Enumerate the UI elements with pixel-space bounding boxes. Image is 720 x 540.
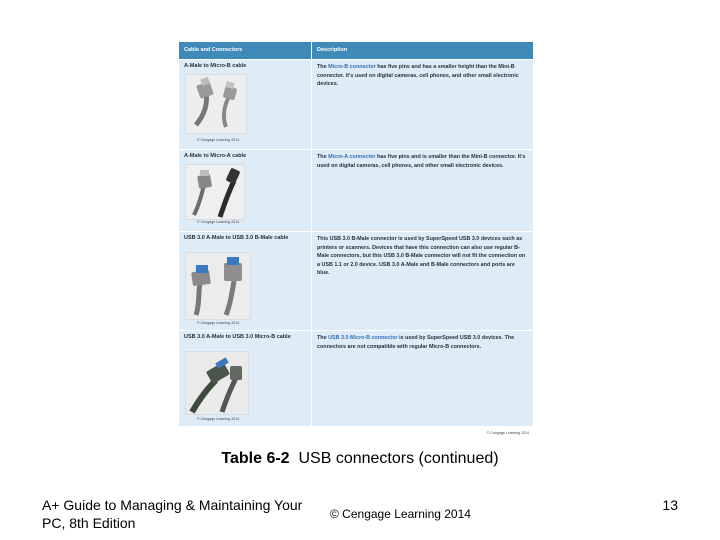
term-highlight: Micro-B connector bbox=[328, 64, 376, 70]
cable-photo bbox=[185, 351, 249, 415]
usb3-micro-b-cable-image bbox=[186, 352, 248, 414]
caption-text: USB connectors (continued) bbox=[298, 450, 499, 467]
caption-label: Table 6-2 bbox=[221, 450, 290, 467]
cable-cell bbox=[179, 150, 312, 231]
cable-name: USB 3.0 A-Male to USB 3.0 Micro-B cable bbox=[184, 334, 291, 340]
cable-name: A-Male to Micro-A cable bbox=[184, 153, 247, 159]
cable-cell bbox=[179, 60, 312, 149]
term-highlight: Micro-A connector bbox=[328, 154, 376, 160]
table-row bbox=[179, 149, 533, 231]
description-text: The Micro-A connector has five pins and is smaller than the Mini-B connector. It's used on digital cameras, cell phones, and other small electronic devices. bbox=[317, 154, 526, 169]
table-header bbox=[179, 42, 533, 59]
cable-name: USB 3.0 A-Male to USB 3.0 B-Male cable bbox=[184, 235, 289, 241]
cable-name: A-Male to Micro-B cable bbox=[184, 63, 247, 69]
description-text: This USB 3.0 B-Male connector is used by SuperSpeed USB 3.0 devices such as printers or scanners. Devices that have this connection can also use regular B-Male connectors, but this USB 3.0 B-Male connector will not fit the connection on a USB 1.1 or 2.0 device. USB 3.0 A-Male and B-Male connectors and ports are blue. bbox=[317, 236, 526, 277]
micro-b-cable-image bbox=[186, 75, 246, 133]
header-cable-and-connectors: Cable and Connectors bbox=[179, 42, 312, 59]
cable-photo bbox=[185, 74, 247, 134]
cable-photo bbox=[185, 252, 251, 320]
description-cell bbox=[312, 232, 533, 330]
table-row bbox=[179, 330, 533, 429]
image-credit: © Cengage Learning 2014 bbox=[197, 220, 240, 224]
table-row bbox=[179, 231, 533, 330]
description-cell bbox=[312, 60, 533, 149]
page-number: 13 bbox=[662, 497, 678, 513]
image-credit: © Cengage Learning 2014 bbox=[197, 417, 240, 421]
cable-cell bbox=[179, 331, 312, 429]
cable-photo bbox=[185, 164, 245, 220]
micro-a-cable-image bbox=[186, 165, 244, 219]
book-title: A+ Guide to Managing & Maintaining Your PC, 8th Edition bbox=[42, 497, 303, 531]
image-credit: © Cengage Learning 2014 bbox=[197, 321, 240, 325]
image-credit: © Cengage Learning 2014 bbox=[197, 138, 240, 142]
description-text: The USB 3.0 Micro-B connector is used by SuperSpeed USB 3.0 devices. The connectors are not compatible with regular Micro-B connectors. bbox=[317, 335, 515, 350]
description-text: The Micro-B connector has five pins and has a smaller height than the Mini-B connector. It's used on digital cameras, cell phones, and other small electronic devices. bbox=[317, 64, 519, 88]
description-cell bbox=[312, 331, 533, 429]
table-caption bbox=[0, 450, 720, 468]
usb-connectors-table bbox=[179, 42, 533, 435]
cable-cell bbox=[179, 232, 312, 330]
term-highlight: USB 3.0 Micro-B connector bbox=[328, 335, 398, 341]
description-cell bbox=[312, 150, 533, 231]
table-credit: © Cengage Learning 2014 bbox=[486, 431, 529, 435]
table-row bbox=[179, 59, 533, 149]
copyright: © Cengage Learning 2014 bbox=[330, 507, 471, 521]
usb3-b-male-cable-image bbox=[186, 253, 250, 319]
header-description: Description bbox=[317, 47, 348, 53]
